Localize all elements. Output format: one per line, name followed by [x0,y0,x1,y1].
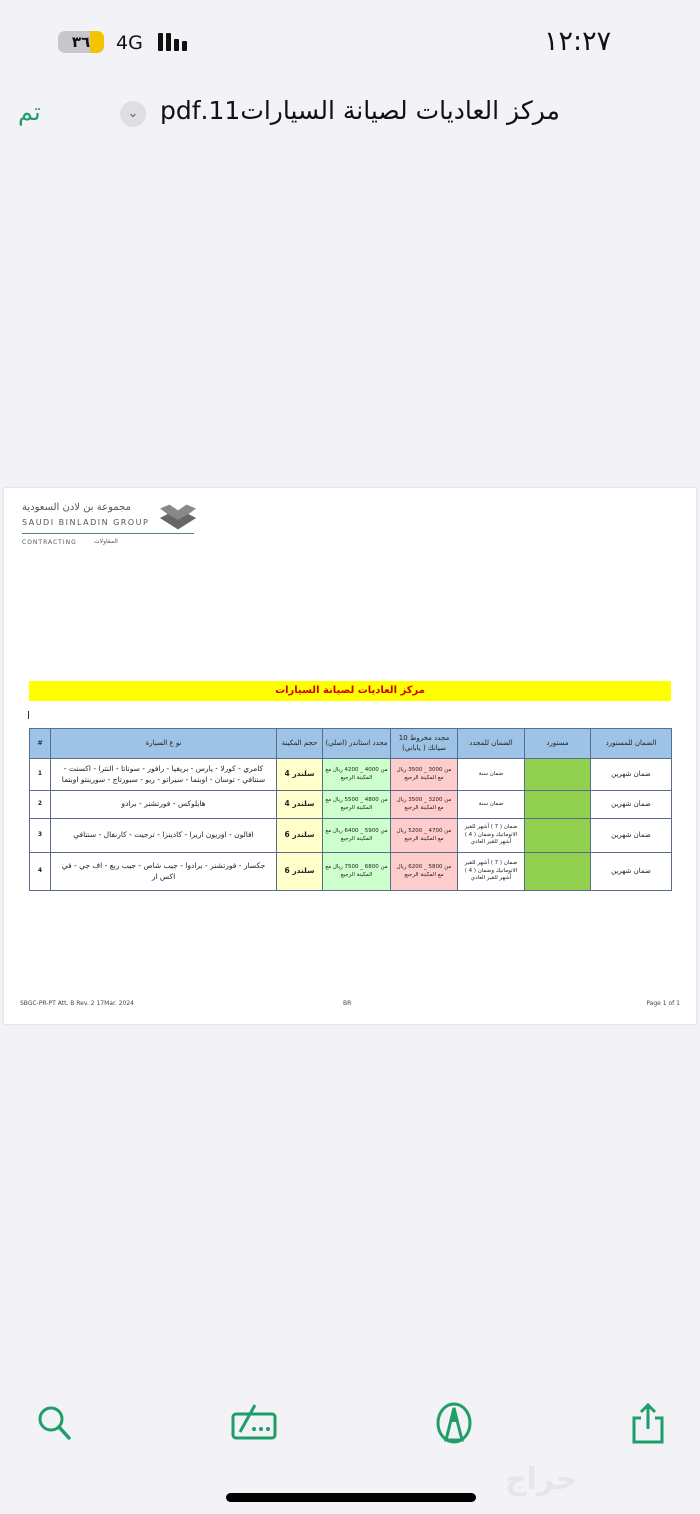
cell-number: 3 [30,819,51,853]
cell-cars: كامري - كورلا - يارس - بريفيا - رافور - سوناتا - النترا - اكسنت - سنتافي - توسان - اوبتما - سيراتو - ريو - سبورتاج - سورينتو اوبتما [51,759,277,791]
col-warranty-renewed: الضمان للمجدد [458,729,525,759]
table-header-row [30,729,672,759]
footer-center: BR [343,1000,352,1007]
cell-imported [525,819,591,853]
pdf-page [4,488,696,1024]
table-row [30,853,672,891]
cell-remanufactured: من 4700 _ 5200 ريال مع المكينة الرجيع [391,819,458,853]
cell-number: 2 [30,791,51,819]
chevron-down-icon[interactable]: ⌄ [120,101,146,127]
cell-standard: من 6800 _ 7500 ريال مع المكينة الرجيع [323,853,391,891]
cell-number: 4 [30,853,51,891]
battery-level: ٣٦ [71,33,91,51]
cell-engine: سلندر 6 [277,853,323,891]
logo-contracting-arabic: المقاولات [94,538,118,545]
text-cursor [28,711,29,719]
logo-mark-icon [160,504,196,530]
price-table [29,728,672,891]
table-row [30,819,672,853]
cell-standard: من 5900 _ 6400 ريال مع المكينة الرجيع [323,819,391,853]
cell-warranty-imported: ضمان شهرين [591,853,672,891]
col-imported: مستورد [525,729,591,759]
footer-ref: SBGC-PR-PT Att. B Rev. 2 17Mar. 2024 [20,1000,134,1007]
bottom-toolbar [0,1402,700,1446]
signal-icon [158,33,187,51]
network-type: 4G [116,32,143,54]
cell-warranty-renewed: ضمان ( 7 ) أشهر للقير الاتوماتيك وضمان ( 4 ) أشهر للقير العادي [458,819,525,853]
logo-arabic: مجموعة بن لادن السعودية [22,502,131,513]
col-remanufactured: مجدد مخروط 10 سيانك ( ياباني) [391,729,458,759]
cell-cars: افالون - اوريون ازيرا - كادينزا - ترجيت - كارنفال - سنتافي [51,819,277,853]
status-time: ١٢:٢٧ [544,26,612,57]
cell-standard: من 4000 _ 4200 ريال مع المكينة الرجيع [323,759,391,791]
col-warranty-imported: الضمان للمستورد [591,729,672,759]
cell-engine: سلندر 4 [277,791,323,819]
cell-engine: سلندر 6 [277,819,323,853]
cell-remanufactured: من 5800 _ 6200 ريال مع المكينة الرجيع [391,853,458,891]
cell-warranty-imported: ضمان شهرين [591,819,672,853]
logo-english: SAUDI BINLADIN GROUP [22,518,150,527]
table-row [30,759,672,791]
cell-imported [525,759,591,791]
search-icon[interactable] [34,1402,74,1442]
cell-warranty-renewed: ضمان ( 7 ) أشهر للقير الاتوماتيك وضمان ( 4 ) أشهر للقير العادي [458,853,525,891]
cell-warranty-renewed: ضمان سنة [458,791,525,819]
cell-imported [525,853,591,891]
footer-page: Page 1 of 1 [646,1000,680,1007]
markup-signature-icon[interactable] [230,1402,278,1442]
share-icon[interactable] [628,1402,668,1446]
cell-engine: سلندر 4 [277,759,323,791]
table-row [30,791,672,819]
company-logo [22,500,200,550]
col-car-type: نو ع السيارة [51,729,277,759]
cell-warranty-imported: ضمان شهرين [591,791,672,819]
markup-pen-icon[interactable] [434,1402,474,1446]
cell-number: 1 [30,759,51,791]
document-heading: مركز العاديات لصيانة السيارات [29,681,671,701]
logo-divider [22,533,194,534]
home-indicator[interactable] [226,1493,476,1502]
cell-cars: جكسار - فورتشنر - برادوا - جيب شاص - جيب ربع - اف جي - في اكس ار [51,853,277,891]
document-title[interactable]: مركز العاديات لصيانة السيارات11.pdf [160,96,560,125]
watermark: حراج [505,1462,578,1497]
cell-remanufactured: من 3000 _ 3500 ريال مع المكينة الرجيع [391,759,458,791]
logo-contracting: CONTRACTING [22,539,77,546]
col-number: # [30,729,51,759]
col-engine-size: حجم المكينة [277,729,323,759]
cell-cars: هايلوكس - فورتشنر - برادو [51,791,277,819]
col-standard: مجدد استاندر (اصلي) [323,729,391,759]
battery-indicator [58,31,104,53]
done-button[interactable]: تم [18,98,41,126]
cell-warranty-renewed: ضمان سنة [458,759,525,791]
cell-standard: من 4800 _ 5500 ريال مع المكينة الرجيع [323,791,391,819]
cell-imported [525,791,591,819]
cell-warranty-imported: ضمان شهرين [591,759,672,791]
cell-remanufactured: من 3200 _ 3500 ريال مع المكينة الرجيع [391,791,458,819]
